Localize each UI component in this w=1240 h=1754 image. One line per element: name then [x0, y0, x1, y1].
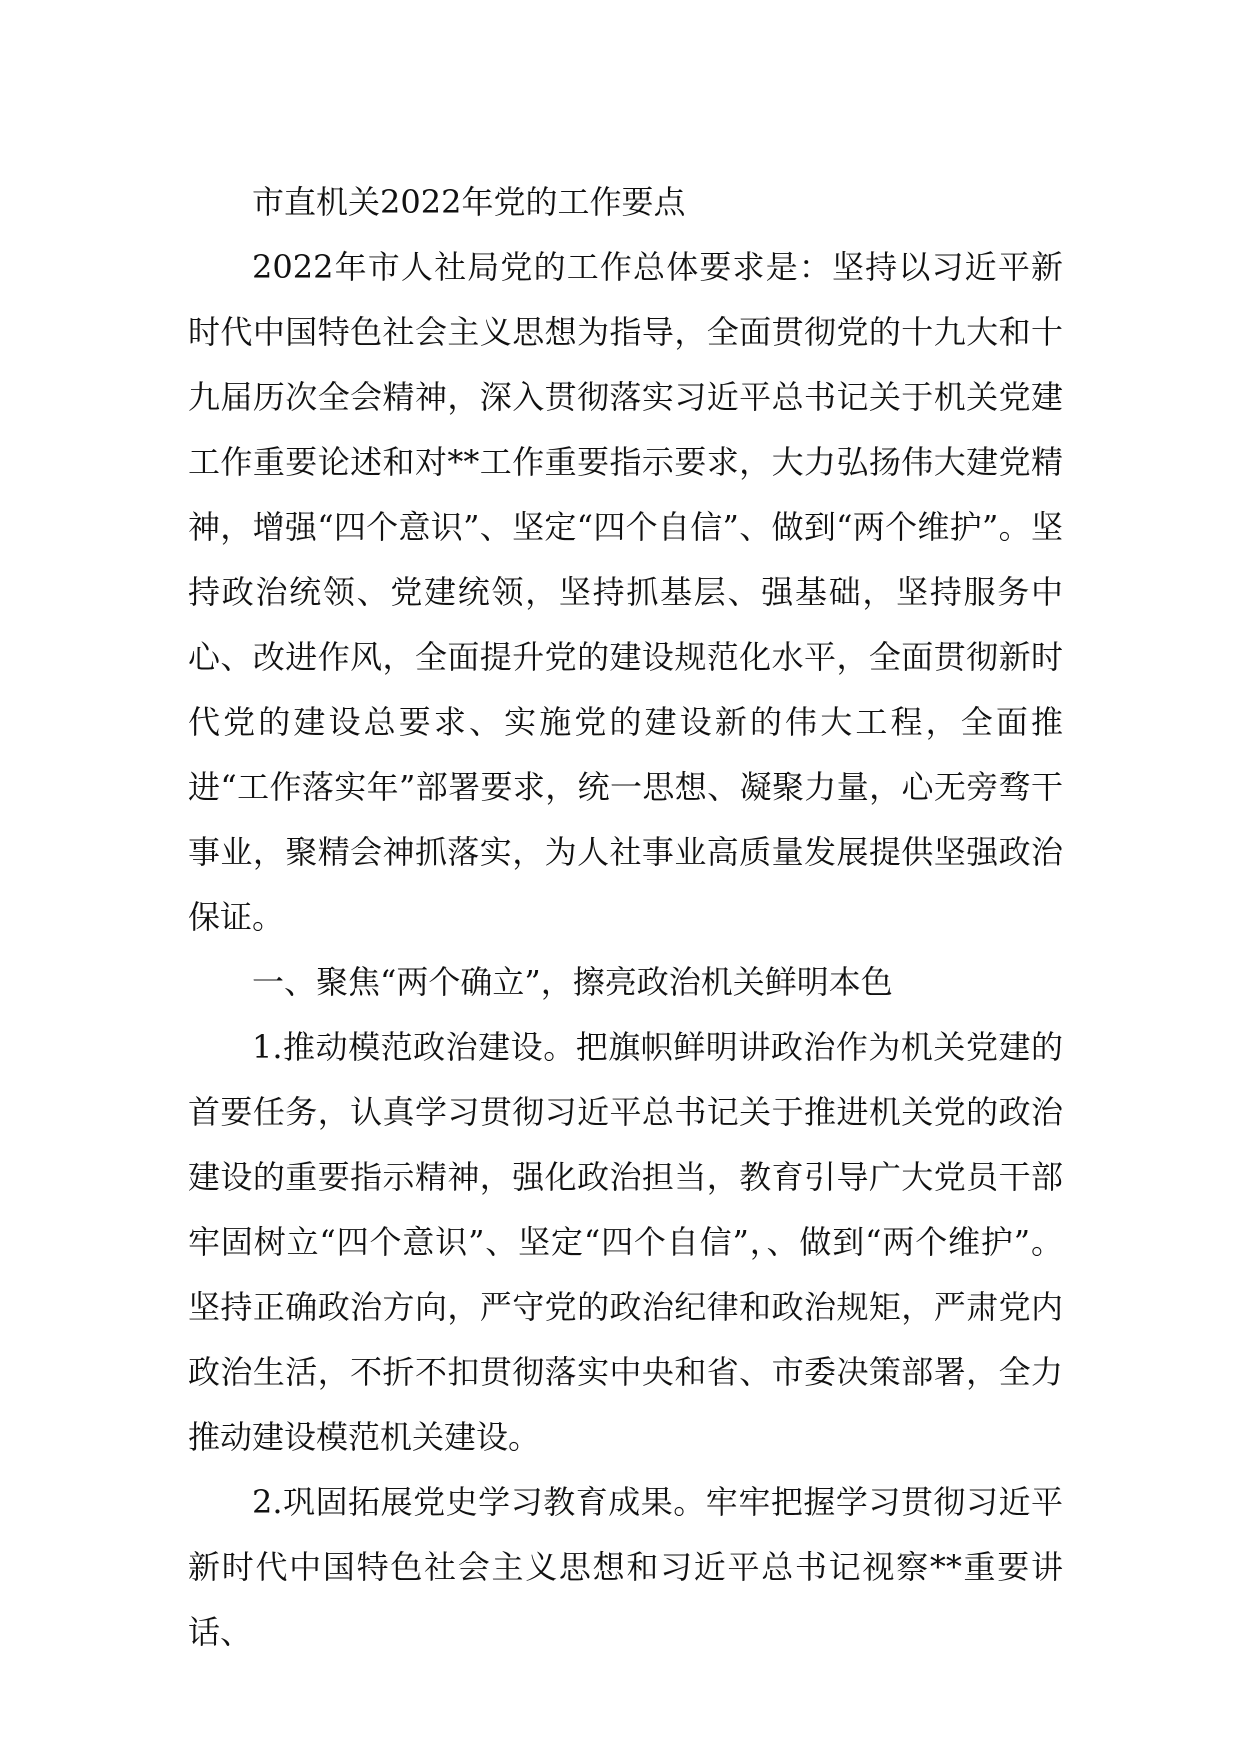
paragraph-item-1: 1.推动模范政治建设。把旗帜鲜明讲政治作为机关党建的首要任务，认真学习贯彻习近平总书记关于推进机关党的政治建设的重要指示精神，强化政治担当，教育引导广大党员干部牢固树立“四个意识”、坚定“四个自信”，、做到“两个维护”。坚持正确政治方向，严守党的政治纪律和政治规矩，严肃党内政治生活，不折不扣贯彻落实中央和省、市委决策部署，全力推动建设模范机关建设。 — [188, 1028, 1063, 1456]
document-body — [188, 170, 1063, 1665]
paragraph-item-2: 2.巩固拓展党史学习教育成果。牢牢把握学习贯彻习近平新时代中国特色社会主义思想和习近平总书记视察**重要讲话、 — [188, 1483, 1063, 1651]
paragraph-general-requirements: 2022年市人社局党的工作总体要求是：坚持以习近平新时代中国特色社会主义思想为指导，全面贯彻党的十九大和十九届历次全会精神，深入贯彻落实习近平总书记关于机关党建工作重要论述和对**工作重要指示要求，大力弘扬伟大建党精神，增强“四个意识”、坚定“四个自信”、做到“两个维护”。坚持政治统领、党建统领，坚持抓基层、强基础，坚持服务中心、改进作风，全面提升党的建设规范化水平，全面贯彻新时代党的建设总要求、实施党的建设新的伟大工程，全面推进“工作落实年”部署要求，统一思想、凝聚力量，心无旁骛干事业，聚精会神抓落实，为人社事业高质量发展提供坚强政治保证。 — [188, 248, 1063, 936]
document-title: 市直机关2022年党的工作要点 — [252, 183, 686, 221]
section-heading-1: 一、聚焦“两个确立”，擦亮政治机关鲜明本色 — [252, 963, 893, 1001]
